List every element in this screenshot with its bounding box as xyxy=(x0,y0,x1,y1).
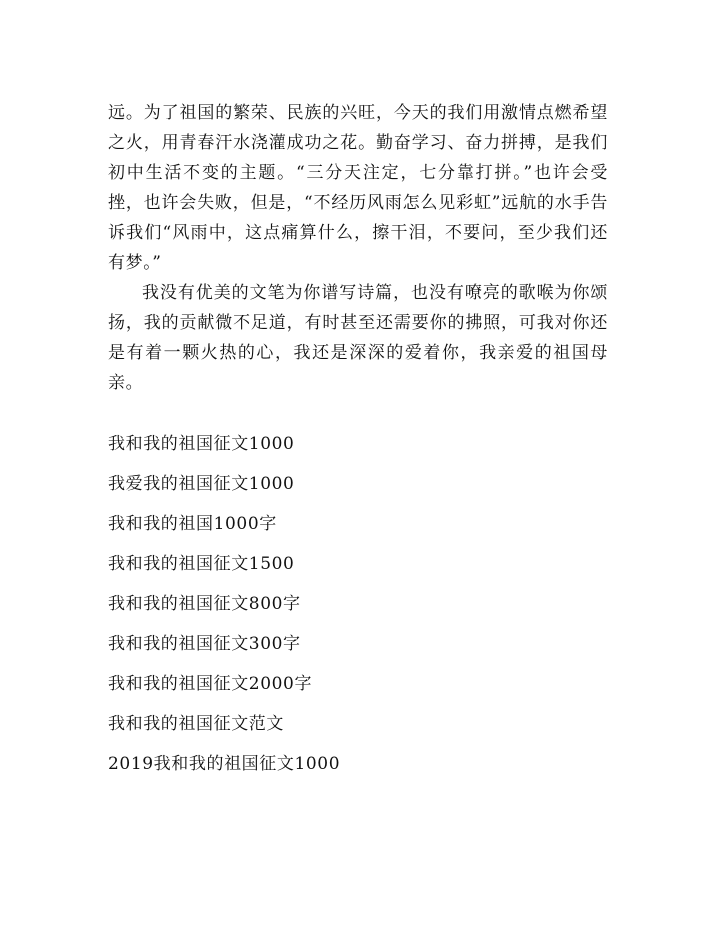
related-link[interactable]: 我和我的祖国征文范文 xyxy=(108,714,284,734)
list-item xyxy=(108,464,608,504)
related-links-list xyxy=(108,424,608,784)
list-item xyxy=(108,624,608,664)
related-link[interactable]: 我和我的祖国征文1500 xyxy=(108,554,295,574)
list-item xyxy=(108,704,608,744)
list-item xyxy=(108,584,608,624)
list-item xyxy=(108,504,608,544)
related-link[interactable]: 我和我的祖国征文1000 xyxy=(108,434,295,454)
related-link[interactable]: 我和我的祖国征文300字 xyxy=(108,634,301,654)
list-item xyxy=(108,424,608,464)
related-link[interactable]: 我和我的祖国征文2000字 xyxy=(108,674,313,694)
paragraph-closing: 我没有优美的文笔为你谱写诗篇，也没有嘹亮的歌喉为你颂扬，我的贡献微不足道，有时甚至还需要你的拂照，可我对你还是有着一颗火热的心，我还是深深的爱着你，我亲爱的祖国母亲。 xyxy=(108,283,608,393)
list-item xyxy=(108,744,608,784)
document-body xyxy=(108,98,608,801)
related-link[interactable]: 我和我的祖国征文800字 xyxy=(108,594,301,614)
related-link[interactable]: 2019我和我的祖国征文1000 xyxy=(108,754,341,774)
paragraph-continued: 远。为了祖国的繁荣、民族的兴旺，今天的我们用激情点燃希望之火，用青春汗水浇灌成功之花。勤奋学习、奋力拼搏，是我们初中生活不变的主题。“三分天注定，七分靠打拼。”也许会受挫，也许会失败，但是，“不经历风雨怎么见彩虹”远航的水手告诉我们“风雨中，这点痛算什么，擦干泪，不要问，至少我们还有梦。” xyxy=(108,103,608,273)
related-link[interactable]: 我和我的祖国1000字 xyxy=(108,514,277,534)
list-item xyxy=(108,544,608,584)
related-link[interactable]: 我爱我的祖国征文1000 xyxy=(108,474,295,494)
list-item xyxy=(108,664,608,704)
